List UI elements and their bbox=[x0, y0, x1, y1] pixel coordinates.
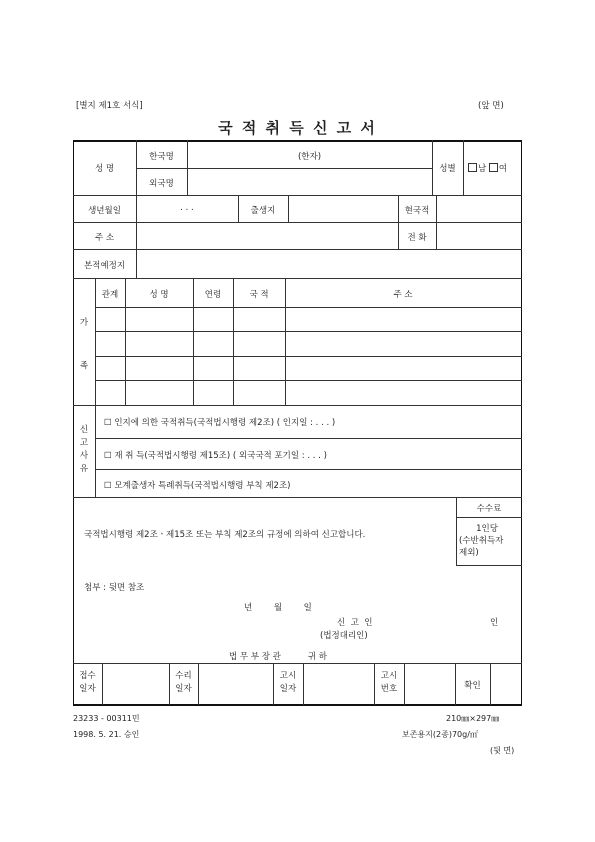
reason-option-acknowledgment[interactable]: ☐ 인지에 의한 국적취득(국적법시행령 제2조) ( 인지일 : . . . ) bbox=[104, 418, 336, 428]
form-number: [별지 제1호 서식] bbox=[76, 101, 143, 111]
legal-agent-label: (법정대리인) bbox=[320, 631, 368, 641]
reason-side-label: 신 고 사 유 bbox=[79, 425, 89, 474]
family-col-relation: 관계 bbox=[101, 290, 119, 300]
declaration-statement: 국적법시행령 제2조ㆍ제15조 또는 부칙 제2조의 규정에 의하여 신고합니다. bbox=[84, 530, 366, 540]
attachment-note: 첨부 : 뒷면 참조 bbox=[84, 583, 145, 593]
reason-option-reacquisition[interactable]: ☐ 재 취 득(국적법시행령 제15조) ( 외국국적 포기일 : . . . ) bbox=[104, 451, 327, 461]
notice-number-label: 고시 번호 bbox=[380, 671, 398, 694]
family-col-address: 주 소 bbox=[393, 290, 413, 300]
hanja-label: (한자) bbox=[297, 152, 322, 162]
registry-label: 본적예정지 bbox=[83, 261, 126, 271]
korean-name-label: 한국명 bbox=[149, 152, 174, 162]
name-label: 성 명 bbox=[94, 164, 115, 174]
paper-size: 210㎜×297㎜ bbox=[446, 714, 500, 723]
male-checkbox[interactable]: 남 bbox=[468, 164, 486, 174]
reason-option-maternal-special[interactable]: ☐ 모계출생자 특례취득(국적법시행령 부칙 제2조) bbox=[104, 481, 291, 491]
border-right bbox=[521, 140, 522, 706]
seal-mark: 인 bbox=[490, 618, 499, 628]
birthplace-label: 출생지 bbox=[250, 206, 276, 216]
border-top bbox=[73, 140, 522, 142]
paper-type: 보존용지(2종)70g/㎡ bbox=[402, 730, 478, 739]
family-side-label-bottom: 족 bbox=[79, 361, 89, 371]
fee-details: 1인당 (수반취득자 제외) bbox=[459, 524, 504, 558]
family-col-age: 연령 bbox=[204, 290, 222, 300]
address-label: 주 소 bbox=[94, 233, 115, 243]
declarant-label: 신 고 인 bbox=[337, 618, 373, 628]
current-nationality-label: 현국적 bbox=[404, 206, 430, 216]
sex-options bbox=[468, 162, 507, 174]
border-left bbox=[73, 140, 74, 706]
foreign-name-label: 외국명 bbox=[149, 179, 174, 189]
foreign-name-input[interactable] bbox=[190, 169, 430, 193]
approval-date: 1998. 5. 21. 승인 bbox=[73, 730, 140, 739]
declaration-date[interactable]: 년 월 일 bbox=[244, 603, 312, 613]
page-side-label: (앞 면) bbox=[478, 101, 504, 111]
notice-date-label: 고시 일자 bbox=[279, 671, 297, 694]
birth-date-label: 생년월일 bbox=[88, 206, 121, 216]
form-code: 23233 - 00311민 bbox=[73, 714, 140, 723]
back-side-label: (뒷 면) bbox=[490, 746, 515, 755]
acceptance-date-label: 수리 일자 bbox=[175, 671, 192, 694]
family-col-name: 성 명 bbox=[149, 290, 169, 300]
family-col-nationality: 국 적 bbox=[249, 290, 269, 300]
confirm-label: 확인 bbox=[464, 681, 481, 691]
family-side-label-top: 가 bbox=[79, 318, 89, 328]
birth-date-field[interactable]: . . . bbox=[180, 203, 194, 213]
sex-label: 성별 bbox=[439, 164, 456, 174]
fee-label: 수수료 bbox=[476, 504, 502, 514]
receipt-date-label: 접수 일자 bbox=[79, 671, 96, 694]
phone-label: 전 화 bbox=[407, 233, 427, 243]
female-checkbox[interactable]: 여 bbox=[489, 164, 507, 174]
form-title: 국 적 취 득 신 고 서 bbox=[218, 119, 377, 137]
addressee: 법 무 부 장 관 귀 하 bbox=[229, 652, 328, 662]
